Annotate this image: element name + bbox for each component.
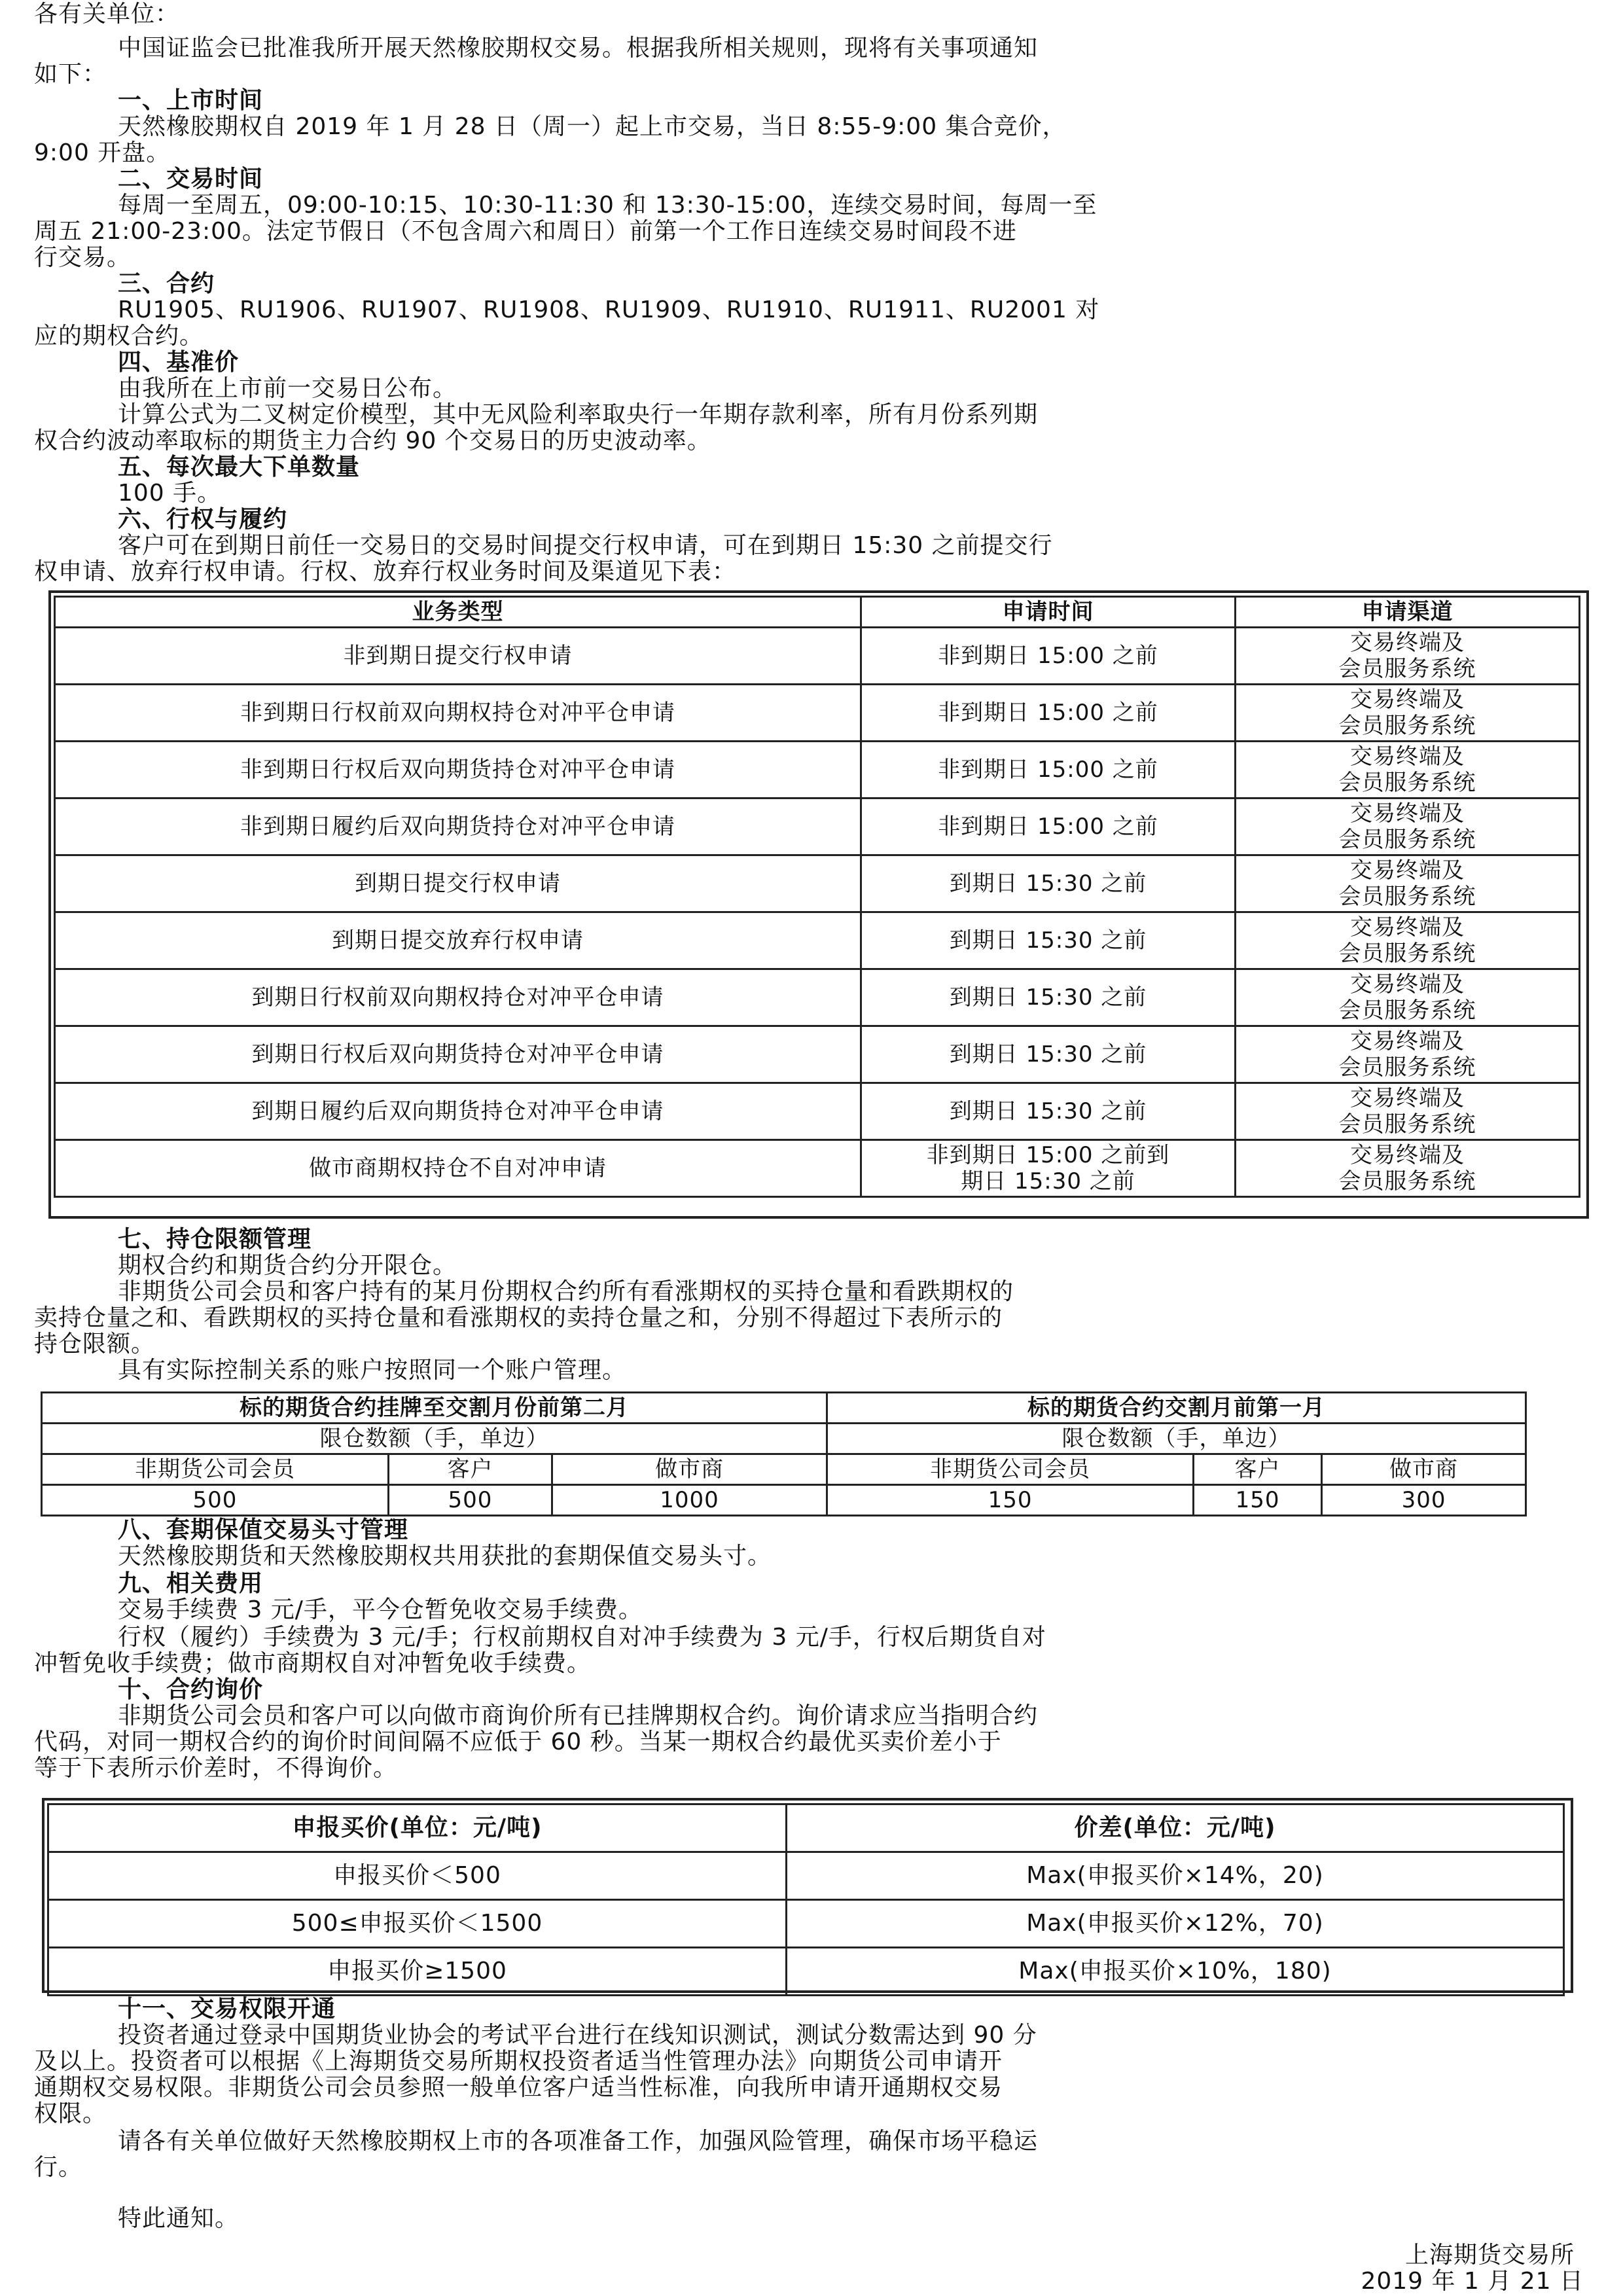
- channel-line-2: 会员服务系统: [1338, 884, 1476, 910]
- row-type: 做市商期权持仓不自对冲申请: [55, 1140, 861, 1197]
- value-mm-2: 300: [1322, 1485, 1526, 1516]
- channel-line-1: 交易终端及: [1350, 857, 1465, 884]
- section-1-line-1: 天然橡胶期权自 2019 年 1 月 28 日（周一）起上市交易，当日 8:55-9:00 集合竞价，: [118, 113, 1067, 140]
- row-time: 到期日 15:30 之前: [861, 969, 1236, 1026]
- row-channel: [1236, 628, 1580, 685]
- sub-header-row: [42, 1424, 1526, 1454]
- row-type: 到期日提交放弃行权申请: [55, 912, 861, 969]
- row-type: 非到期日行权前双向期权持仓对冲平仓申请: [55, 685, 861, 742]
- column-header-row: [42, 1454, 1526, 1485]
- row-time: 到期日 15:30 之前: [861, 912, 1236, 969]
- row-channel: [1236, 912, 1580, 969]
- section-9-title: 九、相关费用: [118, 1570, 264, 1597]
- position-limit-table: [41, 1391, 1527, 1516]
- section-11-line-1: 投资者通过登录中国期货业协会的考试平台进行在线知识测试，测试分数需达到 90 分: [118, 2022, 1037, 2049]
- table-header-row: [55, 597, 1580, 628]
- channel-line-1: 交易终端及: [1350, 744, 1465, 770]
- value-member-1: 500: [42, 1485, 389, 1516]
- channel-line-1: 交易终端及: [1350, 687, 1465, 713]
- section-11-title: 十一、交易权限开通: [118, 1996, 336, 2022]
- col-header-member-2: 非期货公司会员: [827, 1454, 1194, 1485]
- section-9-line-3: 冲暂免收手续费；做市商期权自对冲暂免收手续费。: [34, 1650, 592, 1677]
- channel-line-2: 会员服务系统: [1338, 770, 1476, 796]
- col-header-mm-1: 做市商: [552, 1454, 827, 1485]
- col-header-mm-2: 做市商: [1322, 1454, 1526, 1485]
- section-1-line-2: 9:00 开盘。: [34, 139, 171, 166]
- col-header-client-1: 客户: [389, 1454, 552, 1485]
- section-10-line-2: 代码，对同一期权合约的询价时间间隔不应低于 60 秒。当某一期权合约最优买卖价差小于: [34, 1729, 1002, 1755]
- channel-line-1: 交易终端及: [1350, 971, 1465, 997]
- intro-line-2: 如下：: [34, 61, 107, 88]
- section-8-title: 八、套期保值交易头寸管理: [118, 1516, 409, 1543]
- spread-table: [47, 1803, 1565, 1996]
- row-type: 到期日提交行权申请: [55, 855, 861, 912]
- section-2-title: 二、交易时间: [118, 166, 264, 192]
- channel-line-1: 交易终端及: [1350, 914, 1465, 941]
- channel-line-2: 会员服务系统: [1338, 656, 1476, 682]
- table-row: [55, 969, 1580, 1026]
- row-channel: [1236, 798, 1580, 855]
- header-apply-channel: 申请渠道: [1236, 597, 1580, 628]
- section-5-title: 五、每次最大下单数量: [118, 454, 361, 480]
- section-7-line-1: 期权合约和期货合约分开限仓。: [118, 1252, 457, 1279]
- section-10-line-1: 非期货公司会员和客户可以向做市商询价所有已挂牌期权合约。询价请求应当指明合约: [118, 1702, 1039, 1729]
- value-mm-1: 1000: [552, 1485, 827, 1516]
- section-6-line-2: 权申请、放弃行权申请。行权、放弃行权业务时间及渠道见下表：: [34, 558, 737, 585]
- col-header-client-2: 客户: [1194, 1454, 1322, 1485]
- channel-line-1: 交易终端及: [1350, 1028, 1465, 1054]
- channel-line-1: 交易终端及: [1350, 800, 1465, 827]
- row-type: 非到期日履约后双向期货持仓对冲平仓申请: [55, 798, 861, 855]
- row-channel: [1236, 969, 1580, 1026]
- bid-price-range: 申报买价≥1500: [48, 1948, 787, 1996]
- time-line-1: 非到期日 15:00 之前到: [926, 1142, 1170, 1168]
- group-header-row: [42, 1393, 1526, 1424]
- section-3-line-1: RU1905、RU1906、RU1907、RU1908、RU1909、RU1910、RU1911、RU2001 对: [118, 296, 1100, 323]
- spread-formula: Max(申报买价×14%，20): [787, 1852, 1564, 1900]
- intro-line-1: 中国证监会已批准我所开展天然橡胶期权交易。根据我所相关规则，现将有关事项通知: [118, 35, 1039, 62]
- channel-line-2: 会员服务系统: [1338, 997, 1476, 1024]
- table-row: [55, 1140, 1580, 1197]
- row-type: 到期日履约后双向期货持仓对冲平仓申请: [55, 1083, 861, 1140]
- bid-price-range: 500≤申报买价＜1500: [48, 1900, 787, 1948]
- row-channel: [1236, 1083, 1580, 1140]
- table-row: [55, 855, 1580, 912]
- table-header-row: [48, 1804, 1564, 1852]
- channel-line-1: 交易终端及: [1350, 1142, 1465, 1168]
- table-row: [55, 912, 1580, 969]
- sub-header-2: 限仓数额（手，单边）: [827, 1424, 1526, 1454]
- section-8-line-1: 天然橡胶期货和天然橡胶期权共用获批的套期保值交易头寸。: [118, 1543, 772, 1570]
- section-4-line-1: 由我所在上市前一交易日公布。: [118, 375, 457, 402]
- group-header-1: 标的期货合约挂牌至交割月份前第二月: [42, 1393, 827, 1424]
- section-4-line-2: 计算公式为二叉树定价模型，其中无风险利率取央行一年期存款利率，所有月份系列期: [118, 401, 1039, 428]
- value-client-2: 150: [1194, 1485, 1322, 1516]
- row-time: 非到期日 15:00 之前: [861, 742, 1236, 798]
- table-row: [55, 628, 1580, 685]
- channel-line-2: 会员服务系统: [1338, 827, 1476, 853]
- spread-formula: Max(申报买价×10%，180): [787, 1948, 1564, 1996]
- table-row: [48, 1852, 1564, 1900]
- row-type: 非到期日提交行权申请: [55, 628, 861, 685]
- channel-line-1: 交易终端及: [1350, 630, 1465, 656]
- section-9-line-1: 交易手续费 3 元/手，平今仓暂免收交易手续费。: [118, 1596, 643, 1623]
- table-row: [55, 742, 1580, 798]
- section-10-line-3: 等于下表所示价差时，不得询价。: [34, 1755, 398, 1782]
- section-3-title: 三、合约: [118, 270, 215, 297]
- row-channel: [1236, 742, 1580, 798]
- section-1-title: 一、上市时间: [118, 87, 264, 114]
- section-11-line-2: 及以上。投资者可以根据《上海期货交易所期权投资者适当性管理办法》向期货公司申请开: [34, 2048, 1003, 2075]
- closing-line-2: 行。: [34, 2154, 83, 2181]
- header-apply-time: 申请时间: [861, 597, 1236, 628]
- section-3-line-2: 应的期权合约。: [34, 323, 204, 350]
- row-channel: [1236, 685, 1580, 742]
- section-2-line-3: 行交易。: [34, 244, 132, 271]
- header-spread: 价差(单位：元/吨): [787, 1804, 1564, 1852]
- table-row: [48, 1900, 1564, 1948]
- channel-line-2: 会员服务系统: [1338, 713, 1476, 739]
- value-member-2: 150: [827, 1485, 1194, 1516]
- section-10-title: 十、合约询价: [118, 1676, 264, 1703]
- issuer-name: 上海期货交易所: [1404, 2242, 1575, 2269]
- row-type: 非到期日行权后双向期货持仓对冲平仓申请: [55, 742, 861, 798]
- spread-formula: Max(申报买价×12%，70): [787, 1900, 1564, 1948]
- value-client-1: 500: [389, 1485, 552, 1516]
- notice-end: 特此通知。: [118, 2205, 240, 2232]
- table-row: [55, 685, 1580, 742]
- row-time: 非到期日 15:00 之前: [861, 798, 1236, 855]
- channel-line-2: 会员服务系统: [1338, 1168, 1476, 1194]
- table-row: [55, 1083, 1580, 1140]
- issue-date: 2019 年 1 月 21 日: [1361, 2268, 1584, 2295]
- header-bid-price: 申报买价(单位：元/吨): [48, 1804, 787, 1852]
- row-time: 非到期日 15:00 之前: [861, 685, 1236, 742]
- section-7-line-3: 卖持仓量之和、看跌期权的买持仓量和看涨期权的卖持仓量之和，分别不得超过下表所示的: [34, 1304, 1003, 1331]
- section-2-line-1: 每周一至周五，09:00-10:15、10:30-11:30 和 13:30-15:00，连续交易时间，每周一至: [118, 192, 1097, 219]
- section-2-line-2: 周五 21:00-23:00。法定节假日（不包含周六和周日）前第一个工作日连续交易时间段不进: [34, 218, 1017, 245]
- table-row: [55, 798, 1580, 855]
- channel-line-1: 交易终端及: [1350, 1085, 1465, 1111]
- table-row: [55, 1026, 1580, 1083]
- col-header-member-1: 非期货公司会员: [42, 1454, 389, 1485]
- bid-price-range: 申报买价＜500: [48, 1852, 787, 1900]
- group-header-2: 标的期货合约交割月前第一月: [827, 1393, 1526, 1424]
- section-7-title: 七、持仓限额管理: [118, 1226, 312, 1253]
- section-11-line-4: 权限。: [34, 2100, 107, 2127]
- salutation: 各有关单位：: [34, 1, 180, 27]
- exercise-table: [54, 596, 1580, 1198]
- row-channel: [1236, 1026, 1580, 1083]
- section-7-line-4: 持仓限额。: [34, 1331, 156, 1357]
- closing-line-1: 请各有关单位做好天然橡胶期权上市的各项准备工作，加强风险管理，确保市场平稳运: [118, 2128, 1039, 2155]
- channel-line-2: 会员服务系统: [1338, 941, 1476, 967]
- section-9-line-2: 行权（履约）手续费为 3 元/手；行权前期权自对冲手续费为 3 元/手，行权后期货自对: [118, 1624, 1046, 1651]
- sub-header-1: 限仓数额（手，单边）: [42, 1424, 827, 1454]
- table-row: [48, 1948, 1564, 1996]
- section-11-line-3: 通期权交易权限。非期货公司会员参照一般单位客户适当性标准，向我所申请开通期权交易: [34, 2074, 1003, 2101]
- section-4-line-3: 权合约波动率取标的期货主力合约 90 个交易日的历史波动率。: [34, 427, 711, 454]
- row-time: [861, 1140, 1236, 1197]
- section-5-line-1: 100 手。: [118, 480, 222, 507]
- row-time: 到期日 15:30 之前: [861, 855, 1236, 912]
- section-4-title: 四、基准价: [118, 349, 240, 376]
- row-time: 到期日 15:30 之前: [861, 1083, 1236, 1140]
- section-7-line-2: 非期货公司会员和客户持有的某月份期权合约所有看涨期权的买持仓量和看跌期权的: [118, 1278, 1014, 1305]
- row-channel: [1236, 855, 1580, 912]
- table-row: [42, 1485, 1526, 1516]
- header-business-type: 业务类型: [55, 597, 861, 628]
- section-7-line-5: 具有实际控制关系的账户按照同一个账户管理。: [118, 1357, 627, 1384]
- section-6-line-1: 客户可在到期日前任一交易日的交易时间提交行权申请，可在到期日 15:30 之前提交行: [118, 532, 1053, 559]
- time-line-2: 期日 15:30 之前: [961, 1168, 1135, 1194]
- row-type: 到期日行权后双向期货持仓对冲平仓申请: [55, 1026, 861, 1083]
- row-time: 到期日 15:30 之前: [861, 1026, 1236, 1083]
- row-type: 到期日行权前双向期权持仓对冲平仓申请: [55, 969, 861, 1026]
- section-6-title: 六、行权与履约: [118, 506, 288, 533]
- row-time: 非到期日 15:00 之前: [861, 628, 1236, 685]
- channel-line-2: 会员服务系统: [1338, 1111, 1476, 1138]
- row-channel: [1236, 1140, 1580, 1197]
- channel-line-2: 会员服务系统: [1338, 1054, 1476, 1081]
